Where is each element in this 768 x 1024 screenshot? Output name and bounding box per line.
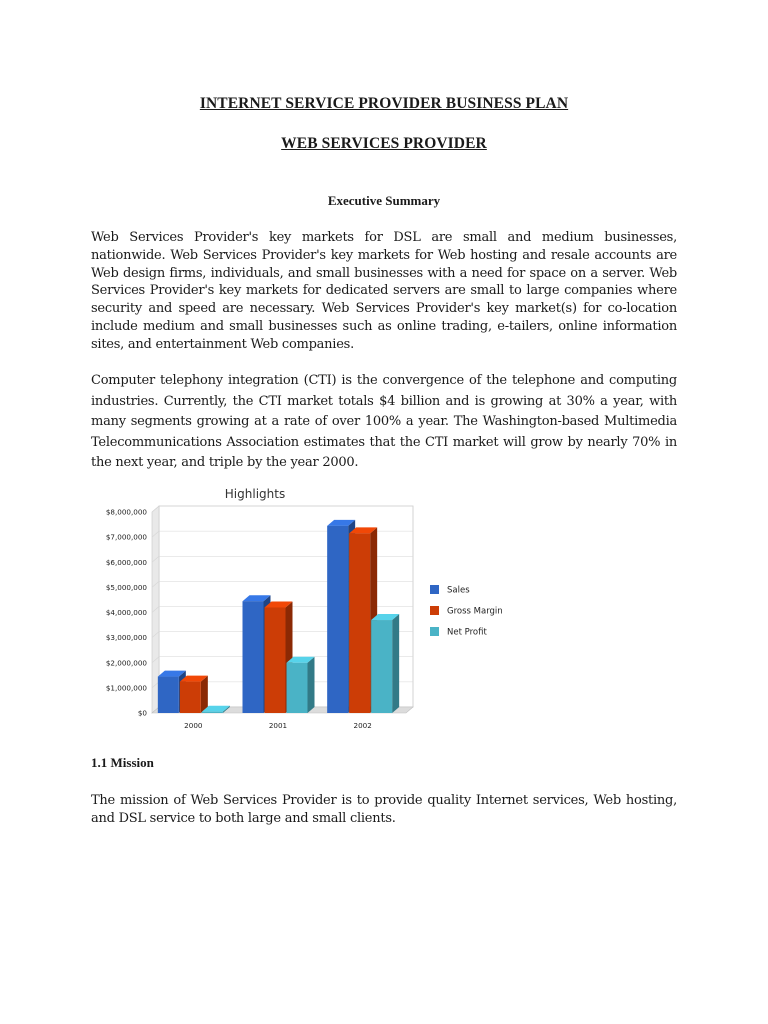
legend-label: Gross Margin [447, 606, 503, 617]
bar [349, 533, 370, 713]
legend-label: Sales [447, 585, 470, 596]
bar [202, 712, 223, 713]
bar [265, 607, 286, 713]
y-tick-label: $1,000,000 [105, 683, 147, 693]
legend-swatch [430, 585, 439, 594]
y-tick-label: $5,000,000 [105, 582, 147, 592]
bar [371, 620, 392, 713]
y-tick-label: $2,000,000 [105, 658, 147, 668]
y-tick-label: $0 [137, 708, 147, 718]
bar [327, 526, 348, 713]
y-tick-label: $4,000,000 [105, 608, 147, 617]
highlights-chart [88, 482, 528, 738]
highlights-chart-svg [88, 482, 528, 738]
legend-swatch [430, 606, 439, 615]
x-tick-label: 2000 [184, 721, 203, 730]
mission-heading: 1.1 Mission [91, 755, 154, 770]
executive-summary-heading: Executive Summary [327, 193, 441, 208]
bar-side [392, 614, 399, 713]
bar [158, 677, 179, 713]
chart-title: Highlights [224, 487, 286, 501]
bar-side [201, 676, 208, 713]
paragraph-cti: Computer telephony integration (CTI) is the convergence of the telephone and computing industries. Currently, the CTI market totals $4 billion and is growing at 30% a year, with many segments growing at a rate of over 100% a year. The Washington-based Multimedia Telecommunications Association estimates that the CTI market will grow by nearly 70% in the next year, and triple by the year 2000. [91, 373, 677, 471]
y-tick-label: $7,000,000 [105, 532, 147, 542]
bar [180, 682, 201, 713]
paragraph-key-markets: Web Services Provider's key markets for DSL are small and medium businesses, nationwide. Web Services Provider's key markets for Web hosting and resale accounts are Web design firms, individuals, and small businesses with a need for space on a server. Web Services Provider's key markets for dedicated servers are small to large companies where security and speed are necessary. Web Services Provider's key market(s) for co-location include medium and small businesses such as online trading, e-tailers, online information sites, and entertainment Web companies. [91, 230, 677, 352]
y-tick-label: $8,000,000 [105, 507, 147, 517]
legend-label: Net Profit [447, 627, 487, 638]
y-tick-label: $3,000,000 [105, 633, 147, 643]
bar-side [308, 657, 315, 713]
bar [287, 663, 308, 713]
x-tick-label: 2002 [353, 721, 372, 730]
bar [243, 601, 264, 713]
y-tick-label: $6,000,000 [105, 557, 147, 567]
legend-swatch [430, 627, 439, 636]
x-tick-label: 2001 [268, 721, 288, 730]
paragraph-mission: The mission of Web Services Provider is to provide quality Internet services, Web hosting, and DSL service to both large and small clients. [91, 793, 677, 826]
document-subtitle: WEB SERVICES PROVIDER [281, 135, 487, 152]
document-title: INTERNET SERVICE PROVIDER BUSINESS PLAN [199, 95, 569, 112]
